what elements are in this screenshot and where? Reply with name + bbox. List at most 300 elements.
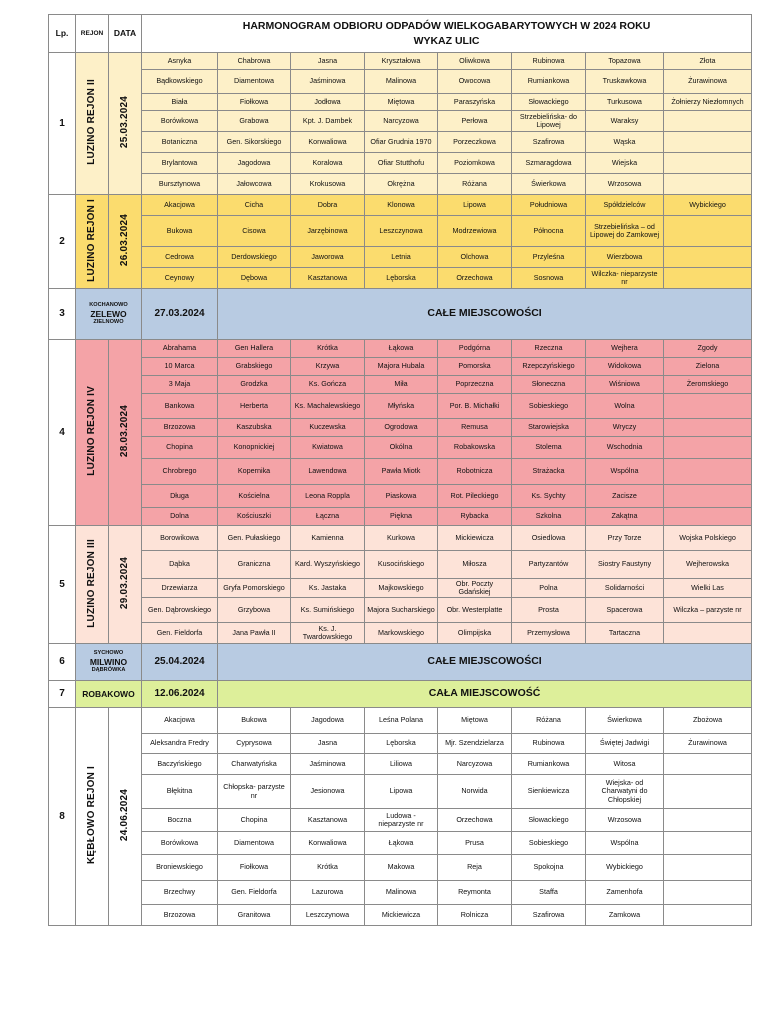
street-name: Krzywa	[291, 358, 365, 376]
street-name: Żurawinowa	[664, 734, 752, 754]
street-name: Kryształowa	[365, 53, 438, 70]
locality-name: ZELEWO	[90, 308, 127, 319]
street-name: Turkusowa	[586, 94, 664, 111]
date-label: 28.03.2024	[119, 404, 131, 457]
street-name: Okólna	[365, 437, 438, 459]
street-name: Dolna	[142, 508, 218, 526]
street-name: Kpt. J. Dambek	[291, 111, 365, 132]
street-name: Narcyzowa	[365, 111, 438, 132]
whole-town-row	[49, 644, 752, 681]
street-name: Olimpijska	[438, 623, 512, 644]
street-name: Łąkowa	[365, 832, 438, 855]
street-name: Spokojna	[512, 855, 586, 881]
street-name	[664, 775, 752, 809]
street-name: Konwaliowa	[291, 132, 365, 153]
street-name: Wejhera	[586, 340, 664, 358]
collection-date	[109, 53, 142, 195]
street-name: Ofiar Stutthofu	[365, 153, 438, 174]
street-name: Fiołkowa	[218, 855, 291, 881]
collection-date	[109, 195, 142, 289]
street-name: Boczna	[142, 809, 218, 832]
street-name: Żeromskiego	[664, 376, 752, 394]
street-name: Jałowcowa	[218, 174, 291, 195]
street-name: Leszczynowa	[291, 905, 365, 926]
lp-header: Lp.	[49, 15, 76, 53]
street-name: Bukowa	[218, 708, 291, 734]
street-name: Osiedlowa	[512, 526, 586, 551]
street-row	[49, 832, 752, 855]
street-name	[664, 855, 752, 881]
title-line-1: HARMONOGRAM ODBIORU ODPADÓW WIELKOGABARYTOWYCH W 2024 ROKU	[242, 20, 651, 33]
street-name: Gen. Pułaskiego	[218, 526, 291, 551]
street-name: Jaśminowa	[291, 70, 365, 94]
street-name: Bądkowskiego	[142, 70, 218, 94]
street-name: Witosa	[586, 754, 664, 775]
street-name: Pomorska	[438, 358, 512, 376]
street-name: Szafirowa	[512, 132, 586, 153]
street-name: Wejherowska	[664, 551, 752, 579]
street-name	[664, 832, 752, 855]
collection-date: 25.04.2024	[142, 644, 218, 681]
street-name: Różana	[512, 708, 586, 734]
street-row	[49, 881, 752, 905]
street-name: Liliowa	[365, 754, 438, 775]
street-name: Kopernika	[218, 459, 291, 485]
street-row	[49, 526, 752, 551]
street-name: Aleksandra Fredry	[142, 734, 218, 754]
street-name: Przyleśna	[512, 247, 586, 268]
street-name: Zacisze	[586, 485, 664, 508]
street-name: Grabskiego	[218, 358, 291, 376]
street-name: Strażacka	[512, 459, 586, 485]
street-name: Świerkowa	[586, 708, 664, 734]
street-name: Zgody	[664, 340, 752, 358]
street-name: Tartaczna	[586, 623, 664, 644]
street-name: Ks. Machalewskiego	[291, 394, 365, 419]
street-name: Bukowa	[142, 216, 218, 247]
row-number: 5	[49, 526, 76, 644]
street-name: Wrzosowa	[586, 174, 664, 195]
street-name: Pawła Miotk	[365, 459, 438, 485]
street-name: Miłosza	[438, 551, 512, 579]
street-name: Południowa	[512, 195, 586, 216]
street-name: Asnyka	[142, 53, 218, 70]
date-header: DATA	[109, 15, 142, 53]
street-name: Jodłowa	[291, 94, 365, 111]
street-name: Grzybowa	[218, 598, 291, 623]
street-name: Stolema	[512, 437, 586, 459]
street-name: Wilczka – parzyste nr	[664, 598, 752, 623]
street-name: 3 Maja	[142, 376, 218, 394]
street-row	[49, 340, 752, 358]
street-name: Obr. Westerplatte	[438, 598, 512, 623]
street-row	[49, 459, 752, 485]
street-name: Kamienna	[291, 526, 365, 551]
street-name: Modrzewiowa	[438, 216, 512, 247]
street-name: Brzozowa	[142, 419, 218, 437]
street-name: Dąbka	[142, 551, 218, 579]
street-name: Rumiankowa	[512, 70, 586, 94]
street-name	[664, 508, 752, 526]
street-name: Ceynowy	[142, 268, 218, 289]
street-name: Fiołkowa	[218, 94, 291, 111]
street-name: Piaskowa	[365, 485, 438, 508]
street-name	[664, 268, 752, 289]
street-name: Broniewskiego	[142, 855, 218, 881]
street-name: Reymonta	[438, 881, 512, 905]
row-number: 3	[49, 289, 76, 340]
street-name: Łączna	[291, 508, 365, 526]
street-name: Olchowa	[438, 247, 512, 268]
street-name: Sienkiewicza	[512, 775, 586, 809]
street-name: Rot. Pileckiego	[438, 485, 512, 508]
street-name: Leśna Polana	[365, 708, 438, 734]
street-name	[664, 153, 752, 174]
street-name: Chopina	[218, 809, 291, 832]
street-name: Kusocińskiego	[365, 551, 438, 579]
street-name: Prosta	[512, 598, 586, 623]
street-name: Szkolna	[512, 508, 586, 526]
street-name: Słowackiego	[512, 809, 586, 832]
whole-town-note: CAŁE MIEJSCOWOŚCI	[218, 289, 752, 340]
street-row	[49, 268, 752, 289]
street-name: Ogrodowa	[365, 419, 438, 437]
street-name: Żołnierzy Niezłomnych	[664, 94, 752, 111]
region-name	[76, 708, 109, 926]
whole-town-row	[49, 289, 752, 340]
street-name: Solidarności	[586, 579, 664, 598]
street-name	[664, 394, 752, 419]
street-name: Por. B. Michałki	[438, 394, 512, 419]
street-name: Wąska	[586, 132, 664, 153]
localities	[76, 289, 142, 340]
street-name: Sobieskiego	[512, 832, 586, 855]
street-name: Krótka	[291, 855, 365, 881]
street-name: Porzeczkowa	[438, 132, 512, 153]
street-name: Leszczynowa	[365, 216, 438, 247]
street-name: Wschodnia	[586, 437, 664, 459]
street-name: Poziomkowa	[438, 153, 512, 174]
street-name: Majora Sucharskiego	[365, 598, 438, 623]
street-name: Majkowskiego	[365, 579, 438, 598]
street-name: Cisowa	[218, 216, 291, 247]
street-name: Miętowa	[438, 708, 512, 734]
street-name: Strzebielińska – od Lipowej do Zamkowej	[586, 216, 664, 247]
street-name: Wybickiego	[664, 195, 752, 216]
row-number: 1	[49, 53, 76, 195]
street-name: Akacjowa	[142, 708, 218, 734]
street-row	[49, 247, 752, 268]
street-name: Narcyzowa	[438, 754, 512, 775]
locality-name: ZIELNOWO	[93, 319, 124, 326]
street-name: Orzechowa	[438, 809, 512, 832]
street-name: Perłowa	[438, 111, 512, 132]
street-row	[49, 598, 752, 623]
street-name: Remusa	[438, 419, 512, 437]
street-name: Jaśminowa	[291, 754, 365, 775]
street-name: Sobieskiego	[512, 394, 586, 419]
street-name: Rzeczna	[512, 340, 586, 358]
street-name: Reja	[438, 855, 512, 881]
street-name: Gen Hallera	[218, 340, 291, 358]
row-number: 7	[49, 681, 76, 708]
street-row	[49, 111, 752, 132]
street-name: Piękna	[365, 508, 438, 526]
street-name: Wspólna	[586, 459, 664, 485]
street-row	[49, 419, 752, 437]
street-name: Grabowa	[218, 111, 291, 132]
street-name: Brylantowa	[142, 153, 218, 174]
street-name: Klonowa	[365, 195, 438, 216]
street-row	[49, 94, 752, 111]
street-name: Wiśniowa	[586, 376, 664, 394]
street-name: Partyzantów	[512, 551, 586, 579]
street-name: Jasna	[291, 734, 365, 754]
street-name: Zamkowa	[586, 905, 664, 926]
street-name: Północna	[512, 216, 586, 247]
street-name: Słoneczna	[512, 376, 586, 394]
street-name: Wielki Las	[664, 579, 752, 598]
street-name: Mickiewicza	[438, 526, 512, 551]
street-name: Miła	[365, 376, 438, 394]
street-name: Jesionowa	[291, 775, 365, 809]
street-name: Grodzka	[218, 376, 291, 394]
street-name: Letnia	[365, 247, 438, 268]
street-name	[664, 216, 752, 247]
street-name: Długa	[142, 485, 218, 508]
region-label: LUZINO REJON IV	[86, 386, 98, 476]
whole-town-note: CAŁE MIEJSCOWOŚCI	[218, 644, 752, 681]
street-row	[49, 70, 752, 94]
street-name: Borowikowa	[142, 526, 218, 551]
street-name: Wrzosowa	[586, 809, 664, 832]
street-row	[49, 174, 752, 195]
region-name	[76, 340, 109, 526]
street-name: Lipowa	[438, 195, 512, 216]
street-name	[664, 437, 752, 459]
street-name: Chrobrego	[142, 459, 218, 485]
street-name: Rybacka	[438, 508, 512, 526]
street-name: Borówkowa	[142, 111, 218, 132]
street-name: Cyprysowa	[218, 734, 291, 754]
street-name: Waraksy	[586, 111, 664, 132]
street-name: Poprzeczna	[438, 376, 512, 394]
street-name: Polna	[512, 579, 586, 598]
street-name	[664, 459, 752, 485]
street-name: Konopnickiej	[218, 437, 291, 459]
street-name: Truskawkowa	[586, 70, 664, 94]
street-name: Złota	[664, 53, 752, 70]
street-name: Malinowa	[365, 881, 438, 905]
street-name: Brzozowa	[142, 905, 218, 926]
locality-name: SYCHOWO	[93, 649, 124, 656]
street-name: Cedrowa	[142, 247, 218, 268]
street-name: Różana	[438, 174, 512, 195]
date-label: 26.03.2024	[119, 213, 131, 266]
street-name: Zakątna	[586, 508, 664, 526]
street-name: Siostry Faustyny	[586, 551, 664, 579]
street-name: Wojska Polskiego	[664, 526, 752, 551]
collection-date	[109, 526, 142, 644]
street-row	[49, 579, 752, 598]
street-name	[664, 809, 752, 832]
street-name: Cicha	[218, 195, 291, 216]
street-name: Łąkowa	[365, 340, 438, 358]
region-name	[76, 526, 109, 644]
street-name: Miętowa	[365, 94, 438, 111]
street-name: Młyńska	[365, 394, 438, 419]
locality-name: KOCHANOWO	[89, 301, 128, 308]
locality-name: DĄBRÓWKA	[91, 667, 126, 674]
region-label: KĘBŁOWO REJON I	[86, 765, 98, 864]
locality-name: ROBAKOWO	[76, 681, 142, 708]
whole-town-note: CAŁA MIEJSCOWOŚĆ	[218, 681, 752, 708]
street-name: Herberta	[218, 394, 291, 419]
region-name	[76, 53, 109, 195]
street-name	[664, 419, 752, 437]
street-name: Borówkowa	[142, 832, 218, 855]
street-row	[49, 855, 752, 881]
schedule-table	[48, 14, 752, 926]
street-row	[49, 216, 752, 247]
street-name: Sosnowa	[512, 268, 586, 289]
row-number: 6	[49, 644, 76, 681]
street-name: Wierzbowa	[586, 247, 664, 268]
street-name: Spacerowa	[586, 598, 664, 623]
street-name: Akacjowa	[142, 195, 218, 216]
page-title	[142, 15, 752, 53]
region-name	[76, 195, 109, 289]
header-row	[49, 15, 752, 34]
street-row	[49, 394, 752, 419]
street-name: Lęborska	[365, 268, 438, 289]
street-name: Chopina	[142, 437, 218, 459]
street-row	[49, 754, 752, 775]
street-name: Abrahama	[142, 340, 218, 358]
street-name: Owocowa	[438, 70, 512, 94]
street-name: Ks. Jastaka	[291, 579, 365, 598]
street-name: Ks. Sumińskiego	[291, 598, 365, 623]
street-name	[664, 485, 752, 508]
street-name: Diamentowa	[218, 832, 291, 855]
street-name	[664, 132, 752, 153]
region-label: LUZINO REJON I	[86, 198, 98, 282]
localities	[76, 644, 142, 681]
street-name: Ludowa - nieparzyste nr	[365, 809, 438, 832]
street-name	[664, 247, 752, 268]
street-name: Makowa	[365, 855, 438, 881]
street-name: Jasna	[291, 53, 365, 70]
street-name: Zielona	[664, 358, 752, 376]
street-name: Przemysłowa	[512, 623, 586, 644]
row-number: 8	[49, 708, 76, 926]
street-name: Jarzębinowa	[291, 216, 365, 247]
street-name: Rubinowa	[512, 734, 586, 754]
street-name: Kaszubska	[218, 419, 291, 437]
street-name: Graniczna	[218, 551, 291, 579]
street-name: Lawendowa	[291, 459, 365, 485]
street-name: Słowackiego	[512, 94, 586, 111]
street-name: Rolnicza	[438, 905, 512, 926]
street-name: Dębowa	[218, 268, 291, 289]
street-name: Lęborska	[365, 734, 438, 754]
street-name: Przy Torze	[586, 526, 664, 551]
street-row	[49, 809, 752, 832]
street-name: Brzechwy	[142, 881, 218, 905]
street-row	[49, 437, 752, 459]
street-name: Mjr. Szendzielarza	[438, 734, 512, 754]
street-name: Ks. Sychty	[512, 485, 586, 508]
street-name: Gen. Fieldorfa	[142, 623, 218, 644]
street-name: Kasztanowa	[291, 268, 365, 289]
street-name: Ofiar Grudnia 1970	[365, 132, 438, 153]
street-name: Wspólna	[586, 832, 664, 855]
street-name: Malinowa	[365, 70, 438, 94]
street-row	[49, 132, 752, 153]
street-name: Chłopska- parzyste nr	[218, 775, 291, 809]
region-label: LUZINO REJON III	[86, 538, 98, 628]
street-name: Rumiankowa	[512, 754, 586, 775]
street-name: Botaniczna	[142, 132, 218, 153]
street-name: Lipowa	[365, 775, 438, 809]
street-name: Baczyńskiego	[142, 754, 218, 775]
street-name: Staffa	[512, 881, 586, 905]
region-label: LUZINO REJON II	[86, 79, 98, 165]
street-name: Widokowa	[586, 358, 664, 376]
street-name: Bursztynowa	[142, 174, 218, 195]
street-row	[49, 53, 752, 70]
street-name: Diamentowa	[218, 70, 291, 94]
collection-date: 27.03.2024	[142, 289, 218, 340]
street-row	[49, 775, 752, 809]
street-name: Kwiatowa	[291, 437, 365, 459]
street-name: Świerkowa	[512, 174, 586, 195]
street-name: Jana Pawła II	[218, 623, 291, 644]
street-name: Robotnicza	[438, 459, 512, 485]
collection-date: 12.06.2024	[142, 681, 218, 708]
street-name: Rubinowa	[512, 53, 586, 70]
street-name: Kościelna	[218, 485, 291, 508]
street-name: Norwida	[438, 775, 512, 809]
street-name	[664, 905, 752, 926]
street-name: Lazurowa	[291, 881, 365, 905]
street-name: Paraszyńska	[438, 94, 512, 111]
street-name: Konwaliowa	[291, 832, 365, 855]
street-name: Robakowska	[438, 437, 512, 459]
street-name: Charwatyńska	[218, 754, 291, 775]
street-name: Gryfa Pomorskiego	[218, 579, 291, 598]
collection-date	[109, 708, 142, 926]
street-name: 10 Marca	[142, 358, 218, 376]
street-row	[49, 508, 752, 526]
date-label: 25.03.2024	[119, 95, 131, 148]
street-name: Drzewiarza	[142, 579, 218, 598]
street-name: Mickiewicza	[365, 905, 438, 926]
street-name: Strzebielińska- do Lipowej	[512, 111, 586, 132]
street-name: Ks. Gończa	[291, 376, 365, 394]
street-name: Prusa	[438, 832, 512, 855]
street-name: Wybickiego	[586, 855, 664, 881]
street-name: Wryczy	[586, 419, 664, 437]
street-name: Derdowskiego	[218, 247, 291, 268]
street-name: Gen. Sikorskiego	[218, 132, 291, 153]
street-name	[664, 174, 752, 195]
street-name: Bankowa	[142, 394, 218, 419]
street-row	[49, 905, 752, 926]
date-label: 24.06.2024	[119, 788, 131, 841]
street-name: Markowskiego	[365, 623, 438, 644]
street-name: Wiejska	[586, 153, 664, 174]
